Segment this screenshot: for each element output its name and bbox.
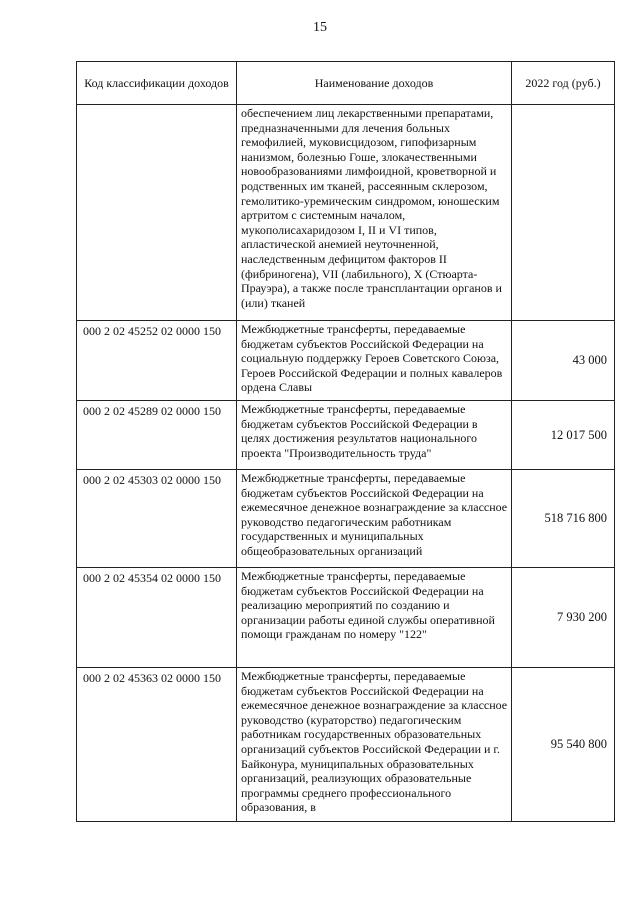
table-row: [77, 401, 615, 470]
table-row: [77, 568, 615, 668]
header-code: Код классификации доходов: [77, 62, 237, 105]
row-code: 000 2 02 45354 02 0000 150: [77, 568, 237, 668]
header-amount: 2022 год (руб.): [512, 62, 615, 105]
table-row: [77, 321, 615, 401]
row-code: 000 2 02 45289 02 0000 150: [77, 401, 237, 470]
row-name: Межбюджетные трансферты, передаваемые бюджетам субъектов Российской Федерации на реализацию мероприятий по созданию и организации работы единой службы оперативной помощи гражданам по номеру "122": [237, 568, 512, 668]
page-number: 15: [313, 20, 327, 35]
row-code: [77, 105, 237, 321]
row-name: Межбюджетные трансферты, передаваемые бюджетам субъектов Российской Федерации на социальную поддержку Героев Советского Союза, Героев Российской Федерации и полных кавалеров ордена Славы: [237, 321, 512, 401]
row-name: Межбюджетные трансферты, передаваемые бюджетам субъектов Российской Федерации на ежемесячное денежное вознаграждение за классное руководство (кураторство) педагогическим работникам государственных образовательных организаций субъектов Российской Федерации и г. Байконура, муниципальных образовательных организаций, реализующих образовательные программы среднего профессионального образования, в: [237, 668, 512, 822]
row-code: 000 2 02 45363 02 0000 150: [77, 668, 237, 822]
revenue-table: [76, 61, 615, 822]
row-amount: 95 540 800: [512, 668, 615, 822]
row-code: 000 2 02 45252 02 0000 150: [77, 321, 237, 401]
header-name: Наименование доходов: [237, 62, 512, 105]
row-amount: [512, 105, 615, 321]
row-amount: 12 017 500: [512, 401, 615, 470]
row-name: Межбюджетные трансферты, передаваемые бюджетам субъектов Российской Федерации в целях достижения результатов национального проекта "Производительность труда": [237, 401, 512, 470]
table-row: [77, 105, 615, 321]
table-row: [77, 470, 615, 568]
row-amount: 518 716 800: [512, 470, 615, 568]
table-row: [77, 668, 615, 822]
row-name: Межбюджетные трансферты, передаваемые бюджетам субъектов Российской Федерации на ежемесячное денежное вознаграждение за классное руководство педагогическим работникам государственных и муниципальных общеобразовательных организаций: [237, 470, 512, 568]
row-name: обеспечением лиц лекарственными препаратами, предназначенными для лечения больных гемофилией, муковисцидозом, гипофизарным нанизмом, болезнью Гоше, злокачественными новообразованиями лимфоидной, кроветворной и родственных им тканей, рассеянным склерозом, гемолитико-уремическим синдромом, юношеским артритом с системным началом, мукополисахаридозом I, II и VI типов, апластической анемией неуточненной, наследственным дефицитом факторов II (фибриногена), VII (лабильного), X (Стюарта-Прауэра), а также после трансплантации органов и (или) тканей: [237, 105, 512, 321]
row-amount: 7 930 200: [512, 568, 615, 668]
table-header-row: [77, 62, 615, 105]
row-amount: 43 000: [512, 321, 615, 401]
row-code: 000 2 02 45303 02 0000 150: [77, 470, 237, 568]
